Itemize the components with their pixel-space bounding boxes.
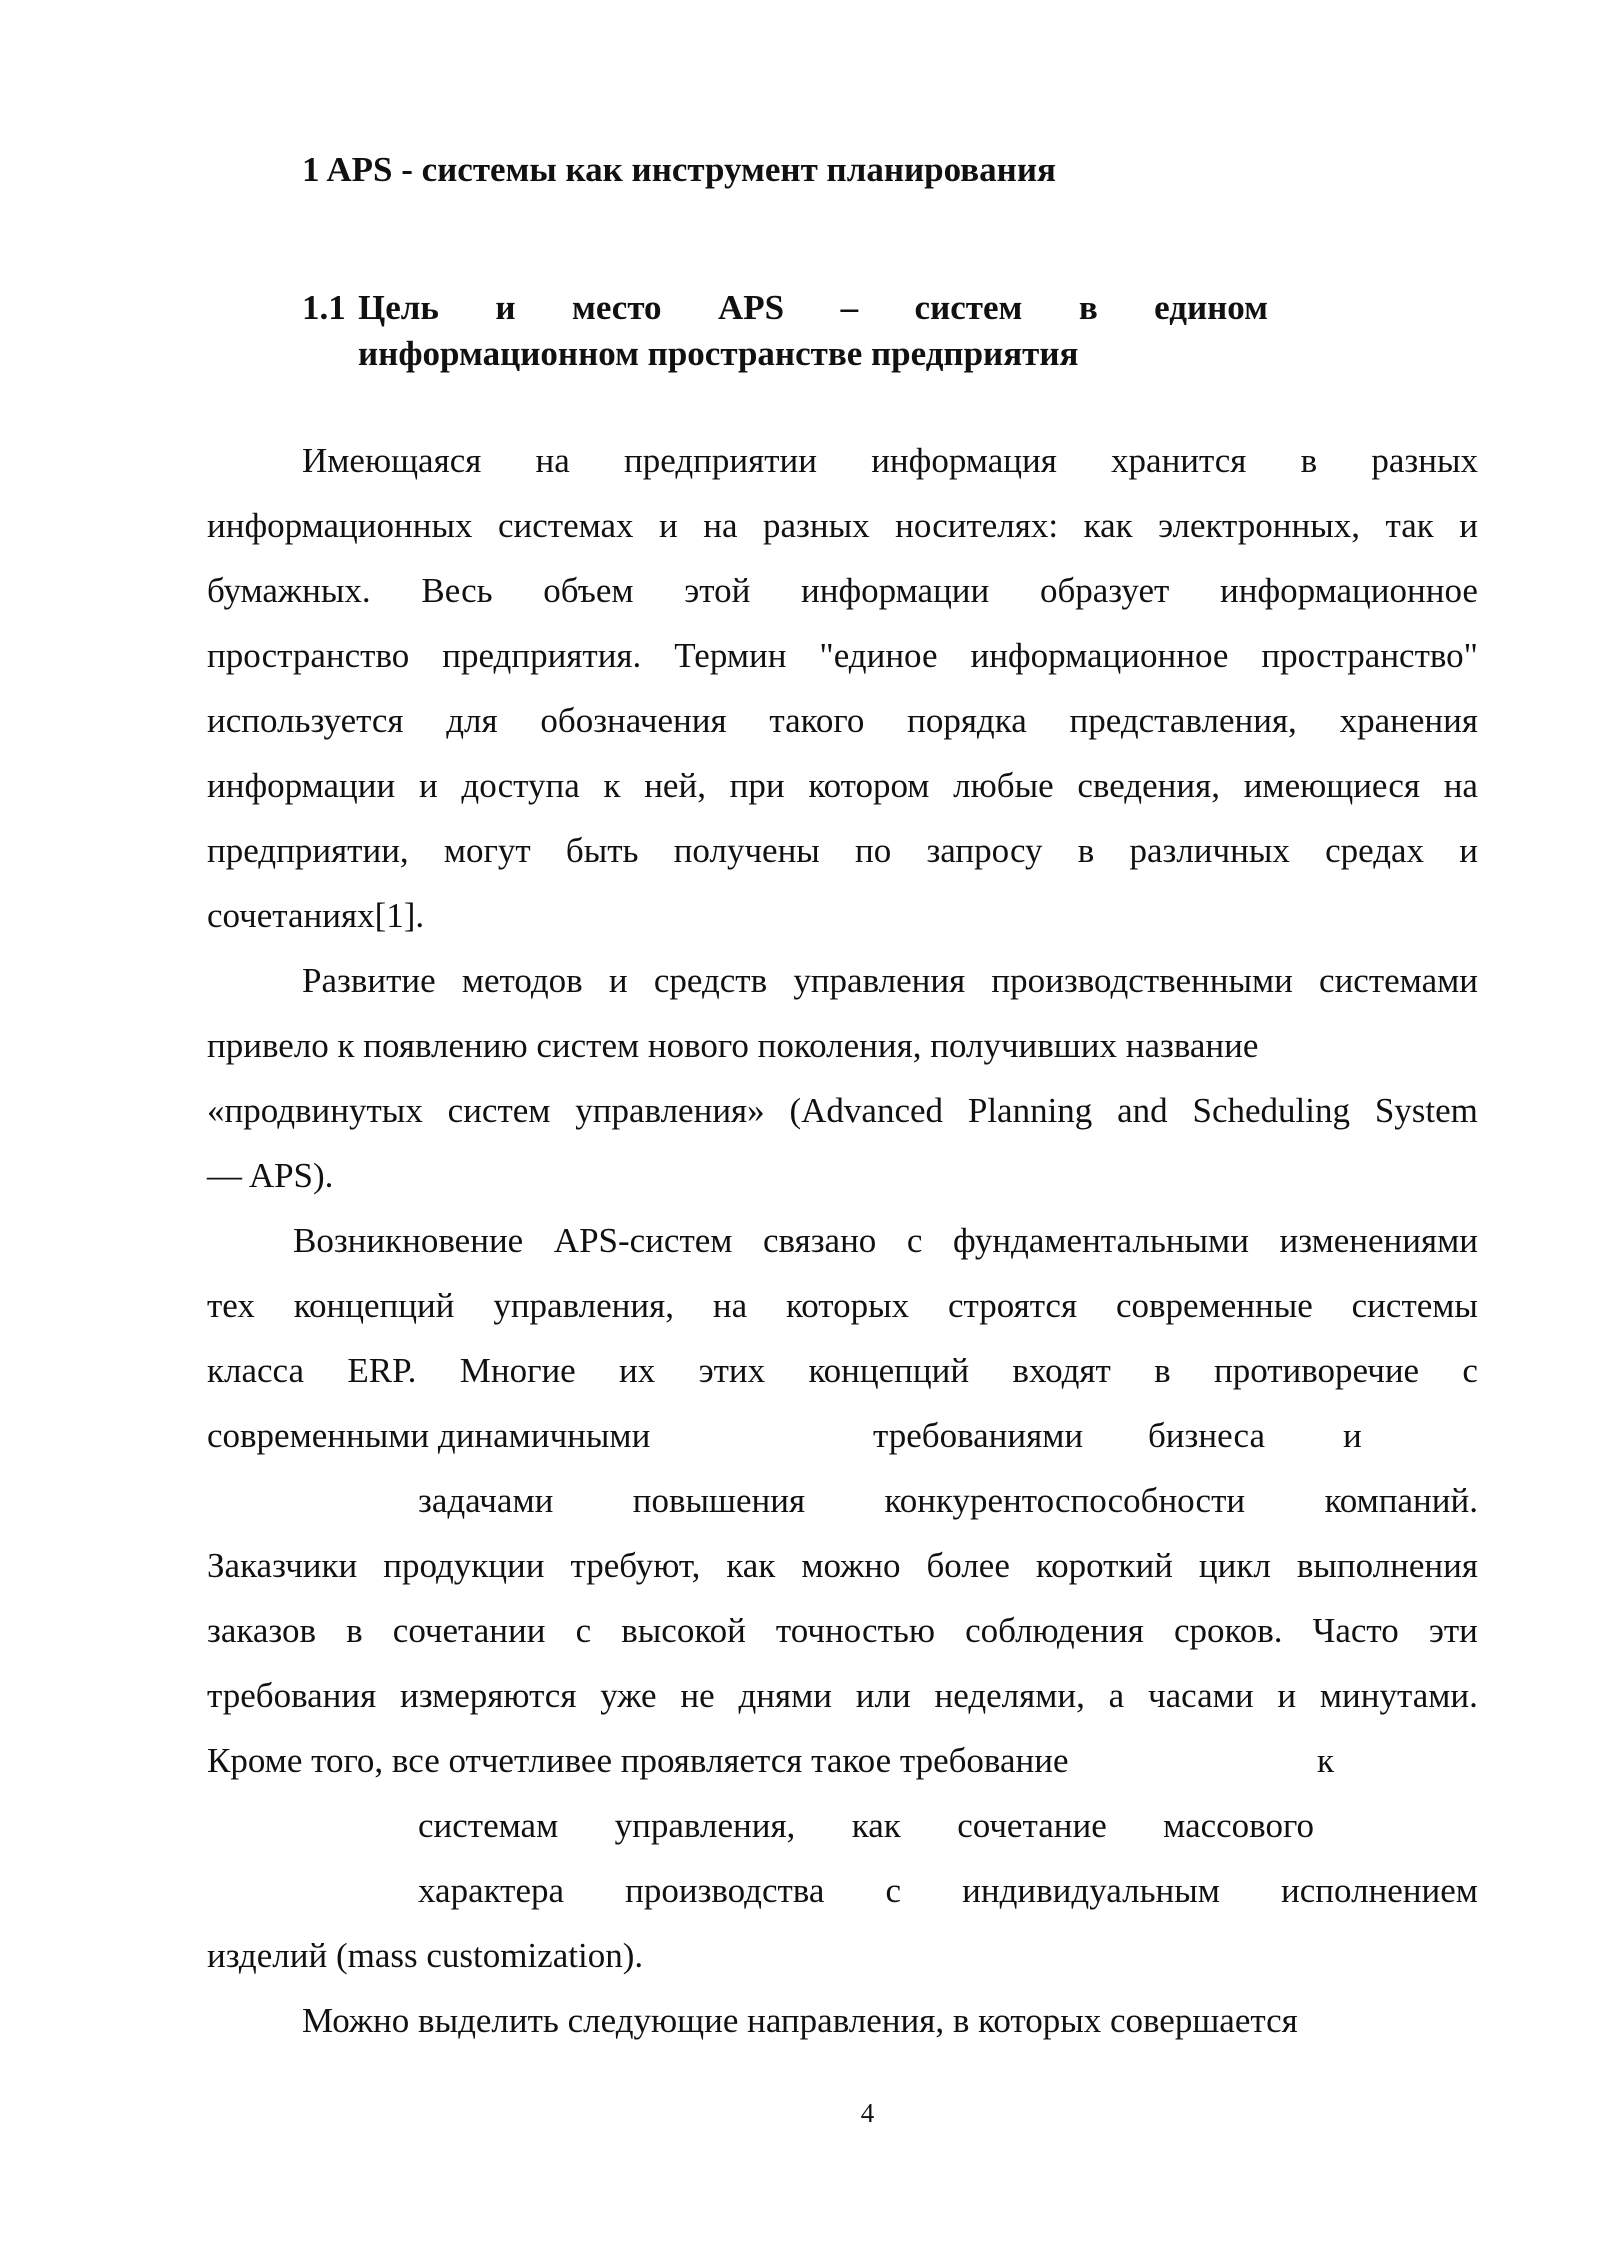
text-line bbox=[207, 570, 1478, 612]
section-number: 1.1 bbox=[302, 288, 346, 327]
word: Возникновение bbox=[293, 1221, 524, 1260]
word: Scheduling bbox=[1192, 1091, 1350, 1130]
word: запросу bbox=[926, 831, 1043, 870]
word: строятся bbox=[948, 1286, 1078, 1325]
word: эти bbox=[1428, 1611, 1478, 1650]
word: производства bbox=[625, 1871, 825, 1910]
word: and bbox=[1117, 1091, 1168, 1130]
word: управления» bbox=[575, 1091, 765, 1130]
heading-word: – bbox=[840, 288, 859, 327]
word: заказов bbox=[207, 1611, 317, 1650]
text-line bbox=[302, 440, 1478, 482]
word: Развитие bbox=[302, 961, 436, 1000]
text-line bbox=[207, 700, 1478, 742]
word: массового bbox=[1163, 1806, 1314, 1845]
word: а bbox=[1108, 1676, 1125, 1715]
text-line bbox=[207, 1350, 1478, 1392]
word: в bbox=[346, 1611, 363, 1650]
text-line: изделий (mass customization). bbox=[207, 1936, 644, 1975]
word: System bbox=[1374, 1091, 1478, 1130]
text-line: — APS). bbox=[207, 1156, 334, 1195]
word: повышения bbox=[632, 1481, 806, 1520]
word: информации bbox=[801, 571, 990, 610]
word: системы bbox=[1351, 1286, 1478, 1325]
word: часами bbox=[1148, 1676, 1254, 1715]
section-heading-line-2: информационном пространстве предприятия bbox=[358, 334, 1079, 373]
text-segment: требованиями bbox=[873, 1416, 1084, 1455]
word: на bbox=[703, 506, 738, 545]
text-line bbox=[207, 1610, 1478, 1652]
word: противоречие bbox=[1213, 1351, 1420, 1390]
word: по bbox=[855, 831, 892, 870]
word: предприятии bbox=[624, 441, 817, 480]
text-line: привело к появлению систем нового поколения, получивших название bbox=[207, 1026, 1259, 1065]
word: короткий bbox=[1035, 1546, 1173, 1585]
word: задачами bbox=[418, 1481, 554, 1520]
word: при bbox=[729, 766, 785, 805]
word: пространство bbox=[207, 636, 410, 675]
text-line bbox=[207, 1285, 1478, 1327]
text-segment: и bbox=[1343, 1416, 1362, 1455]
text-segment: к bbox=[1317, 1741, 1335, 1780]
heading-word: место bbox=[571, 288, 662, 327]
section-heading-line-1 bbox=[358, 288, 1268, 328]
word: индивидуальным bbox=[962, 1871, 1220, 1910]
text-line bbox=[293, 1220, 1478, 1262]
word: объем bbox=[543, 571, 634, 610]
text-line bbox=[207, 505, 1478, 547]
word: сочетании bbox=[392, 1611, 546, 1650]
word: порядка bbox=[907, 701, 1027, 740]
word: разных bbox=[763, 506, 870, 545]
word: в bbox=[1154, 1351, 1171, 1390]
word: фундаментальными bbox=[953, 1221, 1249, 1260]
text-line: сочетаниях[1]. bbox=[207, 896, 425, 935]
word: Planning bbox=[967, 1091, 1093, 1130]
text-line bbox=[418, 1870, 1478, 1912]
word: так bbox=[1385, 506, 1434, 545]
word: не bbox=[680, 1676, 715, 1715]
word: днями bbox=[738, 1676, 832, 1715]
word: и bbox=[418, 766, 438, 805]
word: как bbox=[726, 1546, 776, 1585]
word: Заказчики bbox=[207, 1546, 358, 1585]
word: управления, bbox=[614, 1806, 796, 1845]
word: соблюдения bbox=[965, 1611, 1144, 1650]
word: информационных bbox=[207, 506, 473, 545]
text-segment: Кроме того, все отчетливее проявляется такое требование bbox=[207, 1741, 1069, 1780]
word: разных bbox=[1371, 441, 1478, 480]
word: класса bbox=[207, 1351, 305, 1390]
word: производственными bbox=[991, 961, 1293, 1000]
text-segment: современными динамичными bbox=[207, 1416, 651, 1455]
word: (Advanced bbox=[789, 1091, 944, 1130]
word: и bbox=[1277, 1676, 1297, 1715]
word: электронных, bbox=[1158, 506, 1360, 545]
word: в bbox=[1077, 831, 1095, 870]
word: выполнения bbox=[1296, 1546, 1478, 1585]
text-line bbox=[302, 960, 1478, 1002]
word: APS-систем bbox=[553, 1221, 733, 1260]
word: требования bbox=[207, 1676, 377, 1715]
heading-word: едином bbox=[1154, 288, 1268, 327]
word: имеющиеся bbox=[1243, 766, 1420, 805]
word: тех bbox=[207, 1286, 255, 1325]
word: входят bbox=[1012, 1351, 1111, 1390]
word: системам bbox=[418, 1806, 559, 1845]
word: информационное bbox=[1219, 571, 1478, 610]
word: этих bbox=[698, 1351, 766, 1390]
word: более bbox=[926, 1546, 1010, 1585]
word: компаний. bbox=[1324, 1481, 1478, 1520]
page-number: 4 bbox=[860, 2098, 875, 2128]
word: как bbox=[851, 1806, 901, 1845]
word: обозначения bbox=[540, 701, 727, 740]
text-line bbox=[207, 1675, 1478, 1717]
word: методов bbox=[461, 961, 583, 1000]
word: хранится bbox=[1111, 441, 1247, 480]
word: быть bbox=[565, 831, 639, 870]
word: неделями, bbox=[934, 1676, 1085, 1715]
word: используется bbox=[207, 701, 404, 740]
word: Имеющаяся bbox=[302, 441, 482, 480]
word: котором bbox=[808, 766, 930, 805]
word: которых bbox=[786, 1286, 910, 1325]
word: на bbox=[712, 1286, 748, 1325]
word: связано bbox=[763, 1221, 877, 1260]
word: сочетание bbox=[957, 1806, 1107, 1845]
word: управления bbox=[793, 961, 966, 1000]
word: исполнением bbox=[1281, 1871, 1478, 1910]
word: Часто bbox=[1312, 1611, 1399, 1650]
word: системами bbox=[1319, 961, 1478, 1000]
word: и bbox=[1459, 506, 1478, 545]
word: ERP. bbox=[347, 1351, 417, 1390]
word: точностью bbox=[775, 1611, 935, 1650]
heading-word: систем bbox=[914, 288, 1023, 327]
word: можно bbox=[801, 1546, 901, 1585]
word: хранения bbox=[1339, 701, 1478, 740]
heading-word: в bbox=[1078, 288, 1098, 327]
word: сведения, bbox=[1077, 766, 1220, 805]
text-line bbox=[207, 635, 1478, 677]
heading-word: Цель bbox=[358, 288, 439, 327]
heading-word: и bbox=[495, 288, 516, 327]
word: высокой bbox=[621, 1611, 746, 1650]
word: информации bbox=[207, 766, 396, 805]
text-line bbox=[207, 830, 1478, 872]
word: их bbox=[619, 1351, 656, 1390]
word: информационное bbox=[970, 636, 1229, 675]
word: и bbox=[1459, 831, 1478, 870]
heading-word: APS bbox=[718, 288, 785, 327]
word: на bbox=[1443, 766, 1478, 805]
word: на bbox=[535, 441, 570, 480]
word: такого bbox=[769, 701, 865, 740]
word: с bbox=[1462, 1351, 1478, 1390]
word: Термин bbox=[674, 636, 787, 675]
word: или bbox=[855, 1676, 911, 1715]
word: Многие bbox=[459, 1351, 576, 1390]
word: ней, bbox=[644, 766, 706, 805]
word: и bbox=[659, 506, 678, 545]
word: как bbox=[1083, 506, 1133, 545]
word: этой bbox=[684, 571, 751, 610]
word: измеряются bbox=[400, 1676, 577, 1715]
word: с bbox=[906, 1221, 923, 1260]
word: информация bbox=[871, 441, 1057, 480]
text-line bbox=[418, 1480, 1478, 1522]
word: получены bbox=[673, 831, 820, 870]
word: уже bbox=[600, 1676, 657, 1715]
word: образует bbox=[1039, 571, 1170, 610]
word: и bbox=[608, 961, 628, 1000]
word: в bbox=[1300, 441, 1318, 480]
text-line bbox=[418, 1805, 1314, 1847]
text-line bbox=[207, 1545, 1478, 1587]
word: средств bbox=[653, 961, 768, 1000]
word: управления, bbox=[493, 1286, 674, 1325]
text-line bbox=[207, 765, 1478, 807]
word: бумажных. bbox=[207, 571, 371, 610]
word: современные bbox=[1115, 1286, 1313, 1325]
word: требуют, bbox=[570, 1546, 701, 1585]
word: «продвинутых bbox=[207, 1091, 423, 1130]
word: сроков. bbox=[1173, 1611, 1283, 1650]
word: доступа bbox=[461, 766, 580, 805]
word: цикл bbox=[1198, 1546, 1271, 1585]
word: изменениями bbox=[1279, 1221, 1478, 1260]
word: для bbox=[446, 701, 498, 740]
word: представления, bbox=[1069, 701, 1297, 740]
text-segment: бизнеса bbox=[1148, 1416, 1265, 1455]
word: с bbox=[885, 1871, 902, 1910]
word: концепций bbox=[808, 1351, 970, 1390]
word: систем bbox=[447, 1091, 551, 1130]
text-line bbox=[207, 1090, 1478, 1132]
word: могут bbox=[443, 831, 531, 870]
word: "единое bbox=[819, 636, 938, 675]
word: с bbox=[575, 1611, 592, 1650]
word: к bbox=[603, 766, 621, 805]
word: характера bbox=[418, 1871, 565, 1910]
word: концепций bbox=[293, 1286, 455, 1325]
chapter-heading: 1 APS - системы как инструмент планирования bbox=[302, 150, 1056, 189]
word: средах bbox=[1325, 831, 1425, 870]
word: предприятия. bbox=[442, 636, 642, 675]
word: продукции bbox=[383, 1546, 545, 1585]
word: системах bbox=[497, 506, 634, 545]
text-line: Можно выделить следующие направления, в которых совершается bbox=[302, 2001, 1298, 2040]
word: минутами. bbox=[1319, 1676, 1478, 1715]
word: пространство" bbox=[1261, 636, 1478, 675]
word: конкурентоспособности bbox=[884, 1481, 1246, 1520]
word: Весь bbox=[421, 571, 493, 610]
word: различных bbox=[1129, 831, 1290, 870]
word: любые bbox=[953, 766, 1054, 805]
word: предприятии, bbox=[207, 831, 409, 870]
word: носителях: bbox=[895, 506, 1059, 545]
